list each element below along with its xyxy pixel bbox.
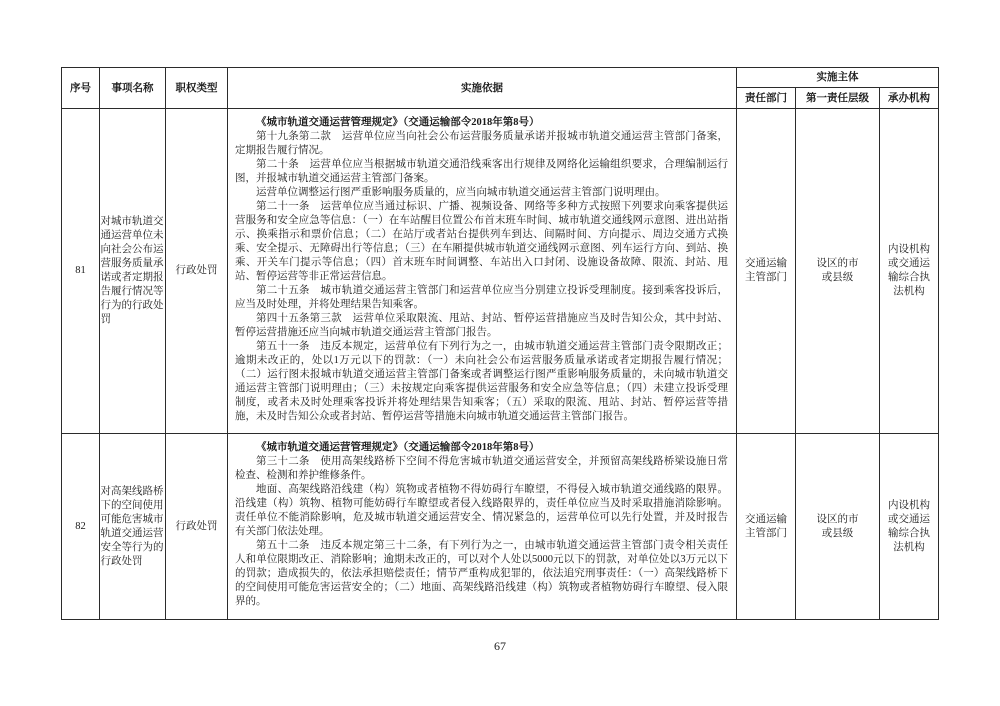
undertaking-agency-cell	[880, 109, 939, 434]
basis-paragraph: 第五十二条 违反本规定第三十二条，有下列行为之一，由城市轨道交通运营主管部门责令相关责任人和单位限期改正、消除影响；逾期未改正的，可以对个人处以5000元以下的罚款，对单位处以3万元以下的罚款；造成损失的，依法承担赔偿责任；情节严重构成犯罪的，依法追究刑事责任：（一）高架线路桥下的空间使用可能危害运营安全的；（二）地面、高架线路沿线建（构）筑物或者植物妨碍行车瞭望、侵入限界的。	[235, 540, 728, 607]
item-name-cell	[100, 434, 166, 620]
basis-paragraph: 第二十条 运营单位应当根据城市轨道交通沿线乘客出行规律及网络化运输组织要求，合理编制运行图，并报城市轨道交通运营主管部门备案。	[235, 159, 728, 184]
header-undertaking-agency: 承办机构	[880, 88, 939, 109]
table-row-81	[62, 109, 939, 434]
header-power-type: 职权类型	[166, 68, 228, 109]
first-level-cell	[796, 434, 880, 620]
basis-paragraph: 第三十二条 使用高架线路桥下空间不得危害城市轨道交通运营安全，并预留高架线路桥梁设施日常检查、检测和养护维修条件。	[235, 456, 728, 481]
basis-paragraph: 运营单位调整运行图严重影响服务质量的，应当向城市轨道交通运营主管部门说明理由。	[256, 187, 666, 198]
basis-paragraph: 地面、高架线路沿线建（构）筑物或者植物不得妨碍行车瞭望，不得侵入城市轨道交通线路的限界。沿线建（构）筑物、植物可能妨碍行车瞭望或者侵入线路限界的，责任单位应当及时采取措施消除影响。责任单位不能消除影响，危及城市轨道交通运营安全、情况紧急的，运营单位可以先行处置，并及时报告有关部门依法处理。	[235, 484, 728, 537]
item-name-text: 对城市轨道交通运营单位未向社会公布运营服务质量承诺或者定期报告履行情况等行为的行政处罚	[100, 216, 164, 325]
index-cell: 81	[62, 109, 100, 434]
undertaking-agency-cell	[880, 434, 939, 620]
header-subject: 实施主体	[737, 68, 939, 88]
basis-paragraph: 第五十一条 违反本规定，运营单位有下列行为之一，由城市轨道交通运营主管部门责令限期改正；逾期未改正的，处以1万元以下的罚款：（一）未向社会公布运营服务质量承诺或者定期报告履行情况；（二）运行图未报城市轨道交通运营主管部门备案或者调整运行图严重影响服务质量的，未向城市轨道交通运营主管部门说明理由；（三）未按规定向乘客提供运营服务和安全应急等信息；（四）未建立投诉受理制度，或者未及时处理乘客投诉并将处理结果告知乘客；（五）采取的限流、甩站、封站、暂停运营等措施，未及时告知公众或者封站、暂停运营等措施未向城市轨道交通运营主管部门报告。	[235, 341, 728, 422]
index-cell: 82	[62, 434, 100, 620]
header-first-level: 第一责任层级	[796, 88, 880, 109]
item-name-cell	[100, 109, 166, 434]
undertaking-agency-text: 内设机构或交通运输综合执法机构	[888, 244, 930, 297]
header-item-name: 事项名称	[100, 68, 166, 109]
undertaking-agency-text: 内设机构或交通运输综合执法机构	[888, 499, 930, 553]
basis-title: 《城市轨道交通运营管理规定》（交通运输部令2018年第8号）	[256, 117, 540, 128]
power-type-cell: 行政处罚	[166, 434, 228, 620]
header-responsible-department: 责任部门	[737, 88, 796, 109]
first-level-text: 设区的市或县级	[816, 258, 859, 283]
page-number: 67	[494, 639, 506, 653]
header-index: 序号	[62, 68, 100, 109]
basis-paragraph: 第二十五条 城市轨道交通运营主管部门和运营单位应当分别建立投诉受理制度。接到乘客投诉后，应当及时处理，并将处理结果告知乘客。	[235, 285, 728, 310]
item-name-text: 对高架线路桥下的空间使用可能危害城市轨道交通运营安全等行为的行政处罚	[100, 485, 164, 567]
responsible-department-cell	[737, 434, 796, 620]
power-type-cell: 行政处罚	[166, 109, 228, 434]
table-row-82	[62, 434, 939, 620]
responsible-department-text: 交通运输主管部门	[745, 258, 787, 283]
basis-paragraph: 第四十五条第三款 运营单位采取限流、甩站、封站、暂停运营措施应当及时告知公众，其中封站、暂停运营措施还应当向城市轨道交通运营主管部门报告。	[235, 313, 728, 338]
basis-cell	[228, 109, 737, 434]
basis-title: 《城市轨道交通运营管理规定》（交通运输部令2018年第8号）	[256, 442, 540, 453]
first-level-text: 设区的市或县级	[816, 513, 859, 539]
header-basis: 实施依据	[228, 68, 737, 109]
responsible-department-cell	[737, 109, 796, 434]
first-level-cell	[796, 109, 880, 434]
authority-items-table	[61, 67, 939, 620]
basis-paragraph: 第十九条第二款 运营单位应当向社会公布运营服务质量承诺并报城市轨道交通运营主管部门备案，定期报告履行情况。	[235, 131, 728, 156]
basis-paragraph: 第二十一条 运营单位应当通过标识、广播、视频设备、网络等多种方式按照下列要求向乘客提供运营服务和安全应急等信息：（一）在车站醒目位置公布首末班车时间、城市轨道交通线网示意图、进出站指示、换乘指示和票价信息；（二）在站厅或者站台提供列车到达、间隔时间、方向提示、周边交通方式换乘、安全提示、无障碍出行等信息；（三）在车厢提供城市轨道交通线网示意图、列车运行方向、到站、换乘、开关车门提示等信息；（四）首末班车时间调整、车站出入口封闭、设施设备故障、限流、封站、甩站、暂停运营等非正常运营信息。	[235, 201, 728, 282]
basis-cell	[228, 434, 737, 620]
responsible-department-text: 交通运输主管部门	[745, 513, 787, 539]
